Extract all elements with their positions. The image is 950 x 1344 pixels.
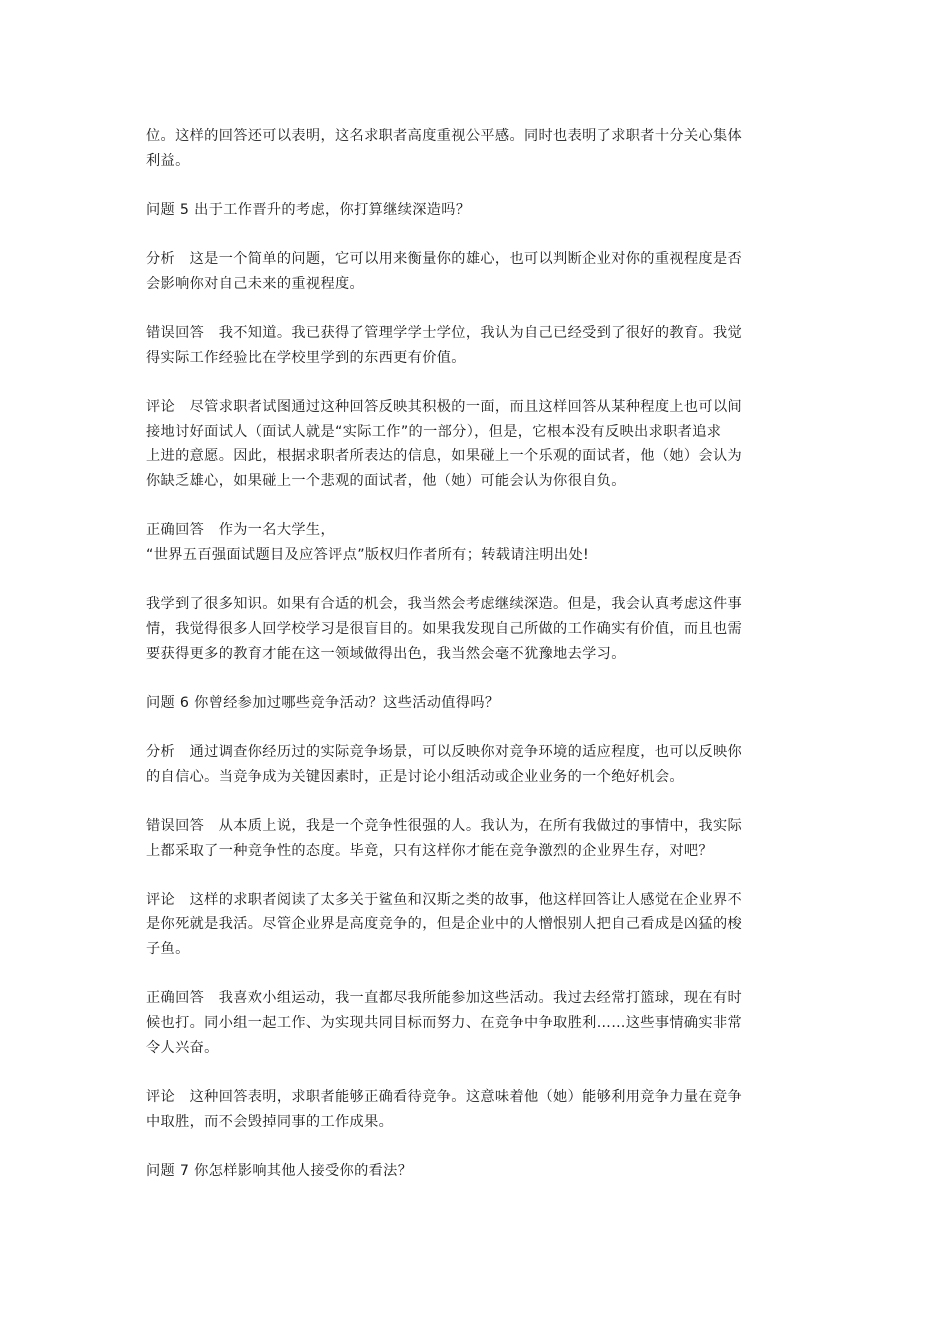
text-line: 你缺乏雄心，如果碰上一个悲观的面试者，他（她）可能会认为你很自负。	[146, 473, 626, 490]
question-6-correct-answer	[146, 986, 804, 1060]
question-5-wrong-answer	[146, 321, 804, 370]
question-7-heading	[146, 1159, 804, 1184]
question-6-wrong-answer	[146, 814, 804, 863]
question-6-analysis	[146, 740, 804, 789]
text-line: 评论 这种回答表明，求职者能够正确看待竞争。这意味着他（她）能够利用竞争力量在竞争	[146, 1088, 743, 1105]
text-line: 我学到了很多知识。如果有合适的机会，我当然会考虑继续深造。但是，我会认真考虑这件事	[146, 596, 743, 613]
text-line: 位。这样的回答还可以表明，这名求职者高度重视公平感。同时也表明了求职者十分关心集体	[146, 128, 743, 144]
copyright-notice: “世界五百强面试题目及应答评点”版权归作者所有；转载请注明出处!	[146, 546, 590, 563]
text-line: 问题 5 出于工作晋升的考虑，你打算继续深造吗？	[146, 201, 471, 218]
text-line: 接地讨好面试人（面试人就是“实际工作”的一部分），但是，它根本没有反映出求职者追求	[146, 423, 722, 440]
text-line: 评论 这样的求职者阅读了太多关于鲨鱼和汉斯之类的故事，他这样回答让人感觉在企业界不	[146, 891, 743, 908]
text-line: 正确回答 我喜欢小组运动，我一直都尽我所能参加这些活动。我过去经常打篮球，现在有时	[146, 990, 743, 1007]
text-line: 分析 通过调查你经历过的实际竞争场景，可以反映你对竞争环境的适应程度，也可以反映你	[146, 743, 743, 760]
question-5-correct-answer-intro	[146, 518, 804, 567]
text-line: 会影响你对自己未来的重视程度。	[146, 275, 365, 292]
text-line: 中取胜，而不会毁掉同事的工作成果。	[146, 1113, 394, 1130]
text-line: 正确回答 作为一名大学生，	[146, 522, 335, 539]
question-6-final-comment	[146, 1085, 804, 1134]
text-line: 错误回答 从本质上说，我是一个竞争性很强的人。我认为，在所有我做过的事情中，我实际	[146, 817, 743, 834]
text-line: 问题 6 你曾经参加过哪些竞争活动？这些活动值得吗？	[146, 694, 500, 711]
text-line: 评论 尽管求职者试图通过这种回答反映其积极的一面，而且这样回答从某种程度上也可以间	[146, 398, 743, 415]
text-line: 候也打。同小组一起工作、为实现共同目标而努力、在竞争中争取胜利……这些事情确实非常	[146, 1015, 743, 1032]
text-line: 问题 7 你怎样影响其他人接受你的看法？	[146, 1162, 413, 1179]
question-6-heading	[146, 691, 804, 716]
text-line: 要获得更多的教育才能在这一领域做得出色，我当然会毫不犹豫地去学习。	[146, 645, 626, 662]
question-5-heading	[146, 198, 804, 223]
question-6-comment	[146, 888, 804, 962]
text-line: 分析 这是一个简单的问题，它可以用来衡量你的雄心，也可以判断企业对你的重视程度是否	[146, 251, 743, 268]
paragraph-fairness-conclusion	[146, 124, 804, 173]
text-line: 的自信心。当竞争成为关键因素时，正是讨论小组活动或企业业务的一个绝好机会。	[146, 768, 684, 785]
text-line: 错误回答 我不知道。我已获得了管理学学士学位，我认为自己已经受到了很好的教育。我觉	[146, 325, 743, 342]
document-body	[146, 124, 804, 1208]
text-line: 利益。	[146, 152, 190, 169]
text-line: 令人兴奋。	[146, 1039, 219, 1056]
text-line: 得实际工作经验比在学校里学到的东西更有价值。	[146, 349, 466, 366]
text-line: 子鱼。	[146, 941, 190, 958]
question-5-comment	[146, 395, 804, 494]
text-line: 上进的意愿。因此，根据求职者所表达的信息，如果碰上一个乐观的面试者，他（她）会认为	[146, 448, 743, 465]
text-line: 是你死就是我活。尽管企业界是高度竞争的，但是企业中的人憎恨别人把自己看成是凶猛的梭	[146, 916, 743, 933]
question-5-analysis	[146, 247, 804, 296]
question-5-correct-answer	[146, 592, 804, 666]
text-line: 上都采取了一种竞争性的态度。毕竟，只有这样你才能在竞争激烈的企业界生存，对吧？	[146, 842, 713, 859]
text-line: 情，我觉得很多人回学校学习是很盲目的。如果我发现自己所做的工作确实有价值，而且也需	[146, 620, 743, 637]
